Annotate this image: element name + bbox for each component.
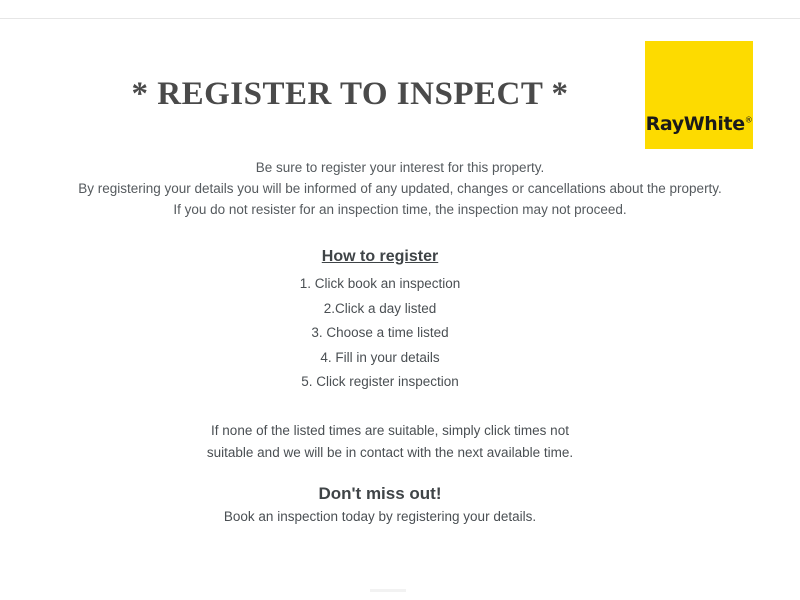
alternative-times-note xyxy=(80,420,700,464)
note-line: If none of the listed times are suitable, simply click times not xyxy=(211,423,569,438)
howto-steps-list xyxy=(0,272,760,395)
list-item: 2.Click a day listed xyxy=(323,300,437,316)
list-item: 4. Fill in your details xyxy=(320,349,440,365)
page-title: * REGISTER TO INSPECT * xyxy=(131,76,569,112)
closing-subtitle: Book an inspection today by registering your details. xyxy=(223,509,537,524)
list-item: 5. Click register inspection xyxy=(301,374,459,389)
intro-paragraph xyxy=(40,158,760,221)
registered-mark: ® xyxy=(744,115,753,125)
top-divider xyxy=(0,18,800,19)
intro-line: If you do not resister for an inspection time, the inspection may not proceed. xyxy=(173,202,627,217)
list-item: 1. Click book an inspection xyxy=(299,276,461,291)
intro-line: By registering your details you will be informed of any updated, changes or cancellations about the property. xyxy=(78,181,722,196)
closing-heading: Don't miss out! xyxy=(318,484,442,503)
howto-heading: How to register xyxy=(321,248,439,265)
list-item: 3. Choose a time listed xyxy=(311,325,449,340)
bottom-artifact xyxy=(370,589,406,592)
intro-line: Be sure to register your interest for this property. xyxy=(255,160,545,175)
raywhite-logo xyxy=(645,113,753,135)
brand-name: RayWhite xyxy=(645,113,745,135)
note-line: suitable and we will be in contact with the next available time. xyxy=(206,445,574,460)
brand-logo-block xyxy=(645,41,753,149)
